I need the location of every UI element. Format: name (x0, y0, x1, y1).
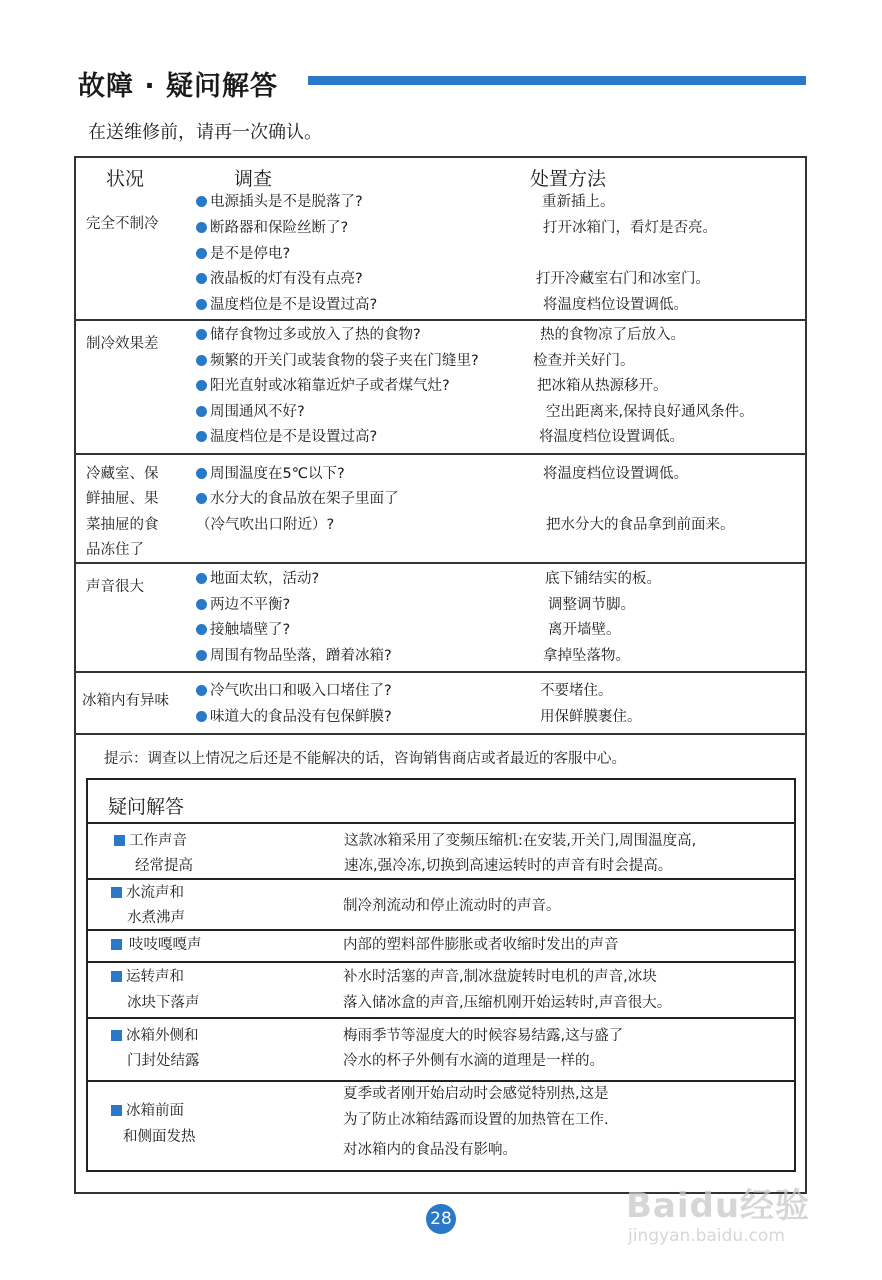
faq-answer: 速冻,强冷冻,切换到高速运转时的声音有时会提高。 (344, 858, 673, 874)
faq-question-cont: 水煮沸声 (127, 910, 185, 926)
faq-answer: 为了防止冰箱结露而设置的加热管在工作. (343, 1112, 609, 1128)
page-subtitle: 在送维修前，请再一次确认。 (88, 122, 322, 143)
faq-divider (86, 961, 796, 963)
check-item: 频繁的开关门或装食物的袋子夹在门缝里? (196, 352, 479, 370)
faq-question: 吱吱嘎嘎声 (111, 936, 202, 954)
row-divider (74, 453, 807, 455)
faq-divider (86, 929, 796, 931)
faq-question-cont: 经常提高 (135, 858, 193, 874)
faq-divider (86, 1017, 796, 1019)
faq-question: 冰箱前面 (111, 1102, 184, 1120)
status-label: 冰箱内有异味 (82, 693, 169, 709)
faq-answer: 梅雨季节等湿度大的时候容易结露,这与盛了 (343, 1028, 624, 1044)
bullet-icon (196, 711, 207, 722)
page-title: 故障 · 疑问解答 (78, 71, 279, 102)
bullet-icon (196, 406, 207, 417)
status-label: 冷藏室、保 (86, 466, 159, 482)
bullet-icon (196, 493, 207, 504)
check-item: 味道大的食品没有包保鲜膜? (196, 708, 392, 726)
action-item: 用保鲜膜裹住。 (540, 709, 642, 725)
faq-question-cont: 门封处结露 (127, 1053, 200, 1069)
faq-question: 运转声和 (111, 968, 184, 986)
row-divider (74, 733, 807, 735)
action-item: 检查并关好门。 (533, 353, 635, 369)
bullet-icon (196, 685, 207, 696)
action-item: 将温度档位设置调低。 (543, 466, 688, 482)
check-item: 电源插头是不是脱落了? (196, 193, 363, 211)
square-bullet-icon (114, 835, 125, 846)
bullet-icon (196, 468, 207, 479)
bullet-icon (196, 380, 207, 391)
check-item: 阳光直射或冰箱靠近炉子或者煤气灶? (196, 377, 450, 395)
faq-answer: 补水时活塞的声音,制冰盘旋转时电机的声音,冰块 (343, 969, 657, 985)
status-label: 制冷效果差 (86, 336, 159, 352)
action-item: 把冰箱从热源移开。 (537, 378, 668, 394)
action-item: 调整调节脚。 (548, 597, 635, 613)
bullet-icon (196, 299, 207, 310)
faq-answer: 落入储冰盒的声音,压缩机刚开始运转时,声音很大。 (343, 995, 672, 1011)
check-item: 水分大的食品放在架子里面了 (196, 490, 399, 508)
action-item: 把水分大的食品拿到前面来。 (546, 517, 735, 533)
action-item: 打开冰箱门，看灯是否亮。 (543, 220, 717, 236)
faq-answer: 制冷剂流动和停止流动时的声音。 (343, 898, 561, 914)
action-item: 将温度档位设置调低。 (543, 297, 688, 313)
action-item: 热的食物凉了后放入。 (540, 327, 685, 343)
bullet-icon (196, 196, 207, 207)
status-label: 完全不制冷 (86, 216, 159, 232)
bullet-icon (196, 329, 207, 340)
action-item: 重新插上。 (542, 194, 615, 210)
bullet-icon (196, 431, 207, 442)
check-item: 液晶板的灯有没有点亮? (196, 270, 363, 288)
watermark-url: jingyan.baidu.com (628, 1226, 785, 1246)
faq-question: 工作声音 (114, 832, 187, 850)
square-bullet-icon (111, 1030, 122, 1041)
check-item: 冷气吹出口和吸入口堵住了? (196, 682, 392, 700)
check-item-cont: （冷气吹出口附近）? (196, 517, 335, 533)
faq-question-cont: 冰块下落声 (127, 995, 200, 1011)
check-item: 断路器和保险丝断了? (196, 219, 348, 237)
bullet-icon (196, 650, 207, 661)
action-item: 将温度档位设置调低。 (539, 429, 684, 445)
faq-question-cont: 和侧面发热 (123, 1129, 196, 1145)
faq-divider (86, 878, 796, 880)
column-header-status: 状况 (106, 168, 145, 190)
action-item: 不要堵住。 (540, 683, 613, 699)
column-header-check: 调查 (234, 168, 273, 190)
bullet-icon (196, 624, 207, 635)
check-item: 地面太软，活动? (196, 570, 319, 588)
action-item: 拿掉坠落物。 (543, 648, 630, 664)
column-header-action: 处置方法 (530, 168, 607, 190)
faq-answer: 对冰箱内的食品没有影响。 (343, 1142, 517, 1158)
check-item: 温度档位是不是设置过高? (196, 428, 377, 446)
square-bullet-icon (111, 939, 122, 950)
status-label: 品冻住了 (86, 542, 144, 558)
check-item: 周围通风不好? (196, 403, 305, 421)
action-item: 空出距离来,保持良好通风条件。 (546, 404, 754, 420)
bullet-icon (196, 222, 207, 233)
bullet-icon (196, 355, 207, 366)
action-item: 打开冷藏室右门和冰室门。 (536, 271, 710, 287)
status-label: 鲜抽屉、果 (86, 491, 159, 507)
faq-question: 冰箱外侧和 (111, 1027, 199, 1045)
bullet-icon (196, 248, 207, 259)
row-divider (74, 562, 807, 564)
check-item: 接触墙壁了? (196, 621, 290, 639)
status-label: 声音很大 (86, 579, 144, 595)
faq-title: 疑问解答 (108, 796, 185, 818)
faq-divider (86, 1080, 796, 1082)
faq-divider (86, 822, 796, 824)
tip-text: 提示：调查以上情况之后还是不能解决的话，咨询销售商店或者最近的客服中心。 (104, 751, 626, 767)
row-divider (74, 671, 807, 673)
faq-question: 水流声和 (111, 884, 184, 902)
row-divider (74, 319, 807, 321)
action-item: 底下铺结实的板。 (545, 571, 661, 587)
square-bullet-icon (111, 971, 122, 982)
square-bullet-icon (111, 1105, 122, 1116)
bullet-icon (196, 599, 207, 610)
watermark-logo: Baidu经验 (626, 1186, 811, 1226)
bullet-icon (196, 573, 207, 584)
action-item: 离开墙壁。 (548, 622, 621, 638)
faq-answer: 冷水的杯子外侧有水滴的道理是一样的。 (343, 1053, 604, 1069)
check-item: 两边不平衡? (196, 596, 290, 614)
check-item: 是不是停电? (196, 245, 290, 263)
square-bullet-icon (111, 887, 122, 898)
check-item: 温度档位是不是设置过高? (196, 296, 377, 314)
title-accent-bar (308, 76, 806, 85)
faq-answer: 内部的塑料部件膨胀或者收缩时发出的声音 (343, 937, 619, 953)
page-number-badge: 28 (426, 1204, 456, 1234)
faq-answer: 这款冰箱采用了变频压缩机:在安装,开关门,周围温度高, (344, 833, 697, 849)
faq-answer: 夏季或者刚开始启动时会感觉特别热,这是 (343, 1086, 609, 1102)
check-item: 储存食物过多或放入了热的食物? (196, 326, 421, 344)
status-label: 菜抽屉的食 (86, 517, 159, 533)
check-item: 周围有物品坠落，蹭着冰箱? (196, 647, 392, 665)
bullet-icon (196, 273, 207, 284)
check-item: 周围温度在5℃以下? (196, 465, 345, 483)
